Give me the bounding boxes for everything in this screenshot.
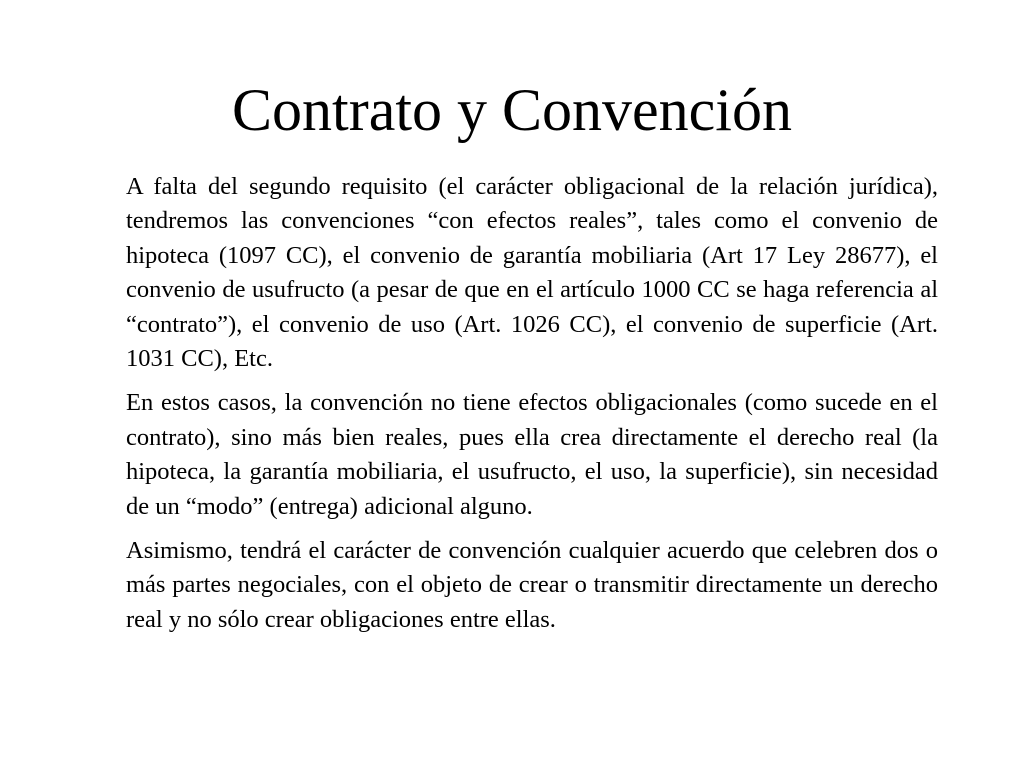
paragraph-2: En estos casos, la convención no tiene efectos obligacionales (como sucede en el contrato), sino más bien reales, pues ella crea directamente el derecho real (la hipoteca, la garantía mobiliaria, el usufructo, el uso, la superficie), sin necesidad de un “modo” (entrega) adicional alguno. [126, 389, 938, 520]
paragraph-3: Asimismo, tendrá el carácter de convención cualquier acuerdo que celebren dos o más partes negociales, con el objeto de crear o transmitir directamente un derecho real y no sólo crear obligaciones entre ellas. [126, 537, 938, 633]
slide-title: Contrato y Convención [232, 77, 792, 143]
paragraph-1: A falta del segundo requisito (el carácter obligacional de la relación jurídica), tendremos las convenciones “con efectos reales”, tales como el convenio de hipoteca (1097 CC), el convenio de garantía mobiliaria (Art 17 Ley 28677), el convenio de usufructo (a pesar de que en el artículo 1000 CC se haga referencia al “contrato”), el convenio de uso (Art. 1026 CC), el convenio de superficie (Art. 1031 CC), Etc. [126, 173, 938, 373]
slide-body [126, 170, 938, 647]
